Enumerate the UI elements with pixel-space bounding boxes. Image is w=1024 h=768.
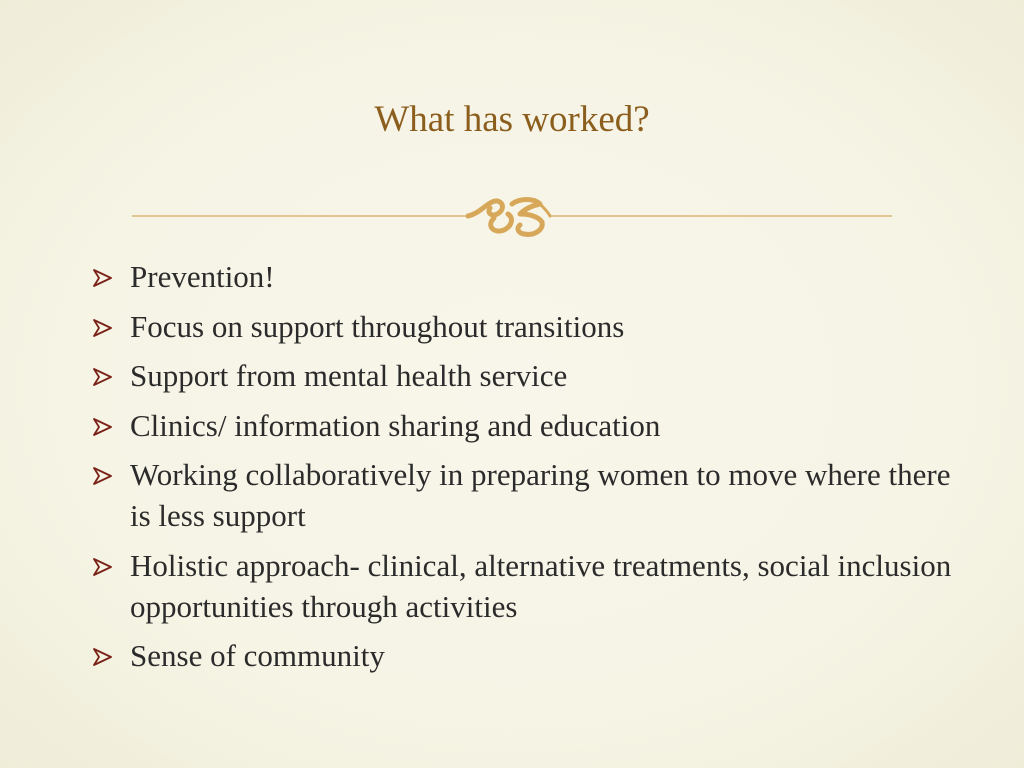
- slide-title: What has worked?: [374, 99, 650, 140]
- bullet-text: Focus on support throughout transitions: [130, 308, 625, 344]
- bullet-text: Holistic approach- clinical, alternative treatments, social inclusion opportunities through activities: [130, 547, 952, 624]
- bullet-text: Clinics/ information sharing and education: [130, 407, 661, 443]
- arrow-bullet-icon: [92, 418, 112, 436]
- bullet-text: Working collaboratively in preparing women to move where there is less support: [130, 457, 951, 533]
- list-item: [92, 454, 972, 536]
- bullet-text: Prevention!: [130, 259, 275, 294]
- arrow-bullet-icon: [92, 467, 112, 485]
- arrow-bullet-icon: [92, 648, 112, 666]
- list-item: [92, 355, 972, 396]
- bullet-list: [92, 256, 972, 685]
- title-divider: [132, 192, 892, 242]
- ornament-swash-icon: [132, 192, 892, 242]
- arrow-bullet-icon: [92, 319, 112, 337]
- list-item: [92, 545, 972, 627]
- arrow-bullet-icon: [92, 558, 112, 576]
- bullet-text: Sense of community: [130, 638, 385, 673]
- arrow-bullet-icon: [92, 368, 112, 386]
- list-item: [92, 306, 972, 347]
- list-item: [92, 256, 972, 297]
- list-item: [92, 635, 972, 676]
- arrow-bullet-icon: [92, 269, 112, 287]
- list-item: [92, 405, 972, 446]
- bullet-text: Support from mental health service: [130, 358, 568, 393]
